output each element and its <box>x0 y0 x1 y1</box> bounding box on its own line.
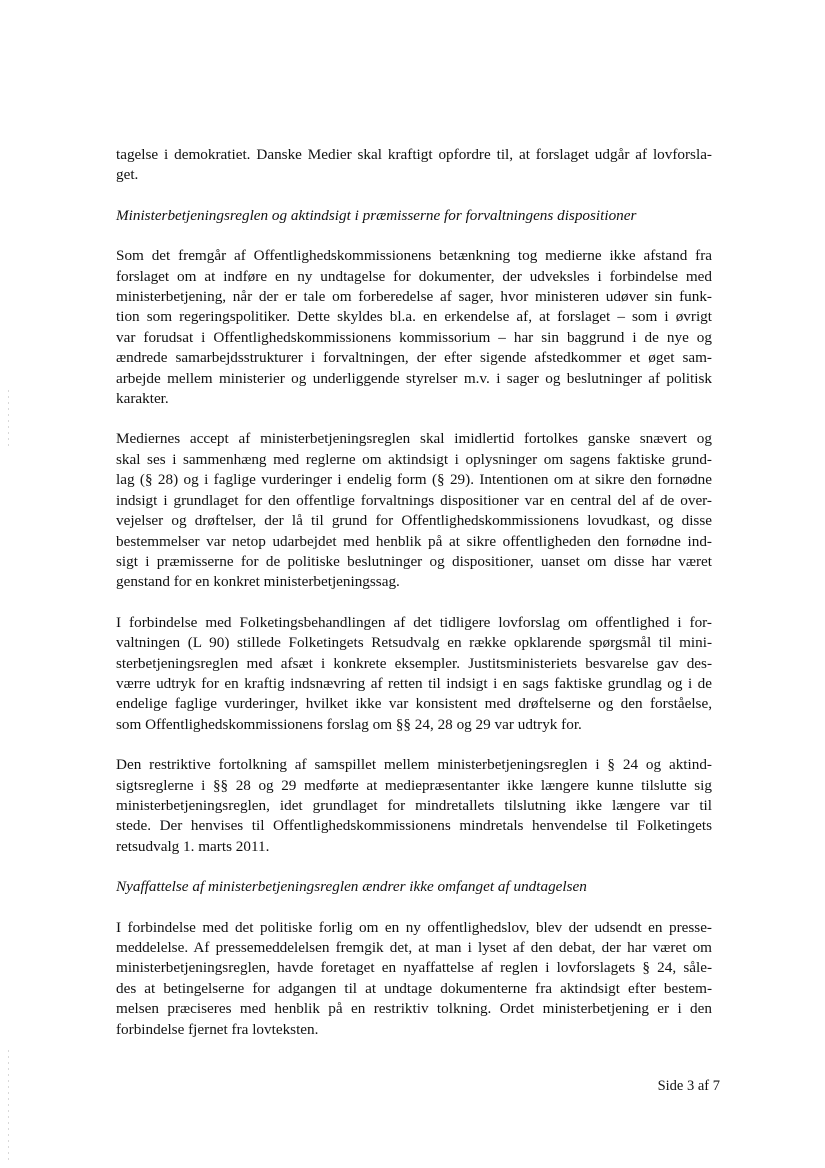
scan-artifact <box>8 390 9 450</box>
text-line: retsudvalg 1. marts 2011. <box>116 837 270 855</box>
text-line: I forbindelse med Folketingsbehandlingen af det tidligere lovforslag om offentlighed i for- <box>116 613 712 631</box>
text-line: I forbindelse med det politiske forlig om en ny offentlighedslov, blev der udsendt en presse- <box>116 918 712 936</box>
paragraph <box>116 429 712 592</box>
text-line: forbindelse fjernet fra lovteksten. <box>116 1020 319 1038</box>
text-line: tagelse i demokratiet. Danske Medier skal kraftigt opfordre til, at forslaget udgår af lovforsla- <box>116 146 712 163</box>
text-line: forslaget om at indføre en ny undtagelse for dokumenter, der udveksles i forbindelse med <box>116 267 712 285</box>
text-line: sterbetjeningsreglen med afsæt i konkrete eksempler. Justitsministeriets besvarelse gav des- <box>116 654 712 672</box>
text-line: stede. Der henvises til Offentlighedskommissionens mindretals henvendelse til Folketingets <box>116 817 712 835</box>
text-line: lag (§ 28) og i faglige vurderinger i endelig form (§ 29). Intentionen om at sikre den fornødne <box>116 471 712 489</box>
paragraph-gap <box>116 857 712 877</box>
text-line: bestemmelser var netop udarbejdet med henblik på at sikre offentligheden den fornødne ind- <box>116 532 712 550</box>
text-line: arbejde mellem ministerier og underliggende styrelser m.v. i sager og beslutninger af politisk <box>116 369 712 387</box>
text-line: genstand for en konkret ministerbetjeningssag. <box>116 573 400 591</box>
text-line: des at betingelserne for adgangen til at undtage dokumenterne fra aktindsigt efter bestem- <box>116 979 712 997</box>
text-line: sigtsreglerne i §§ 28 og 29 medførte at mediepræsentanter ikke længere kunne tilslutte sig <box>116 776 712 794</box>
text-line: Nyaffattelse af ministerbetjeningsreglen ændrer ikke omfanget af undtagelsen <box>116 878 587 896</box>
text-line: var forudsat i Offentlighedskommissionens kommissorium – har sin baggrund i de nye og <box>116 328 712 346</box>
section-heading <box>116 877 712 897</box>
paragraph-gap <box>116 409 712 429</box>
scan-artifact <box>8 1050 9 1160</box>
body-text <box>116 145 712 1040</box>
text-line: meddelelse. Af pressemeddelelsen fremgik det, at man i lyset af den debat, der har været om <box>116 939 712 956</box>
text-line: get. <box>116 166 139 184</box>
paragraph-gap <box>116 186 712 206</box>
text-line: Mediernes accept af ministerbetjeningsreglen skal imidlertid fortolkes ganske snævert og <box>116 430 712 448</box>
paragraph <box>116 246 712 409</box>
text-line: ministerbetjeningsreglen, havde foretaget en nyaffattelse af reglen i lovforslagets § 24, såle- <box>116 959 712 977</box>
text-line: Ministerbetjeningsreglen og aktindsigt i præmisserne for forvaltningens dispositioner <box>116 206 637 224</box>
text-line: skal ses i sammenhæng med reglerne om aktindsigt i oplysninger om sagens faktiske grund- <box>116 450 712 468</box>
text-line: valtningen (L 90) stillede Folketingets Retsudvalg en række opklarende spørgsmål til mini- <box>116 634 712 652</box>
paragraph-gap <box>116 593 712 613</box>
paragraph <box>116 918 712 1040</box>
text-line: tion som regeringspolitiker. Dette skyldes bl.a. en erkendelse af, at forslaget – som i øvrigt <box>116 308 712 326</box>
text-line: melsen præciseres med henblik på en restriktiv tolkning. Ordet ministerbetjening er i den <box>116 1000 712 1018</box>
paragraph <box>116 755 712 857</box>
text-line: endelige faglige vurderinger, hvilket ikke var konsistent med drøftelserne og den forståelse, <box>116 695 712 713</box>
text-line: sigt i præmisserne for de politiske beslutninger og dispositioner, uanset om disse har været <box>116 552 712 570</box>
text-line: indsigt i grundlaget for den offentlige forvaltnings dispositioner var en central del af de over- <box>116 491 712 509</box>
paragraph-gap <box>116 226 712 246</box>
paragraph <box>116 145 712 186</box>
paragraph <box>116 613 712 735</box>
paragraph-gap <box>116 735 712 755</box>
text-line: vejelser og drøftelser, der lå til grund for Offentlighedskommissionens lovudkast, og disse <box>116 512 712 530</box>
text-line: ændrede samarbejdsstrukturer i forvaltningen, der efter sigende afstedkommer et øget sam- <box>116 349 712 367</box>
text-line: Som det fremgår af Offentlighedskommissionens betænkning tog medierne ikke afstand fra <box>116 247 712 265</box>
text-line: værre udtryk for en kraftig indsnævring af retten til indsigt i en sags faktiske grundlag og i de <box>116 674 712 692</box>
text-line: Den restriktive fortolkning af samspillet mellem ministerbetjeningsreglen i § 24 og aktind- <box>116 756 712 774</box>
text-line: ministerbetjening, når der er tale om forberedelse af sager, hvor ministeren udøver sin funk- <box>116 288 712 306</box>
page-number: Side 3 af 7 <box>657 1078 720 1094</box>
paragraph-gap <box>116 898 712 918</box>
text-line: som Offentlighedskommissionens forslag om §§ 24, 28 og 29 var udtryk for. <box>116 715 582 733</box>
section-heading <box>116 206 712 226</box>
text-line: ministerbetjeningsreglen, idet grundlaget for mindretallets tilslutning ikke længere var til <box>116 796 712 814</box>
text-line: karakter. <box>116 390 169 408</box>
